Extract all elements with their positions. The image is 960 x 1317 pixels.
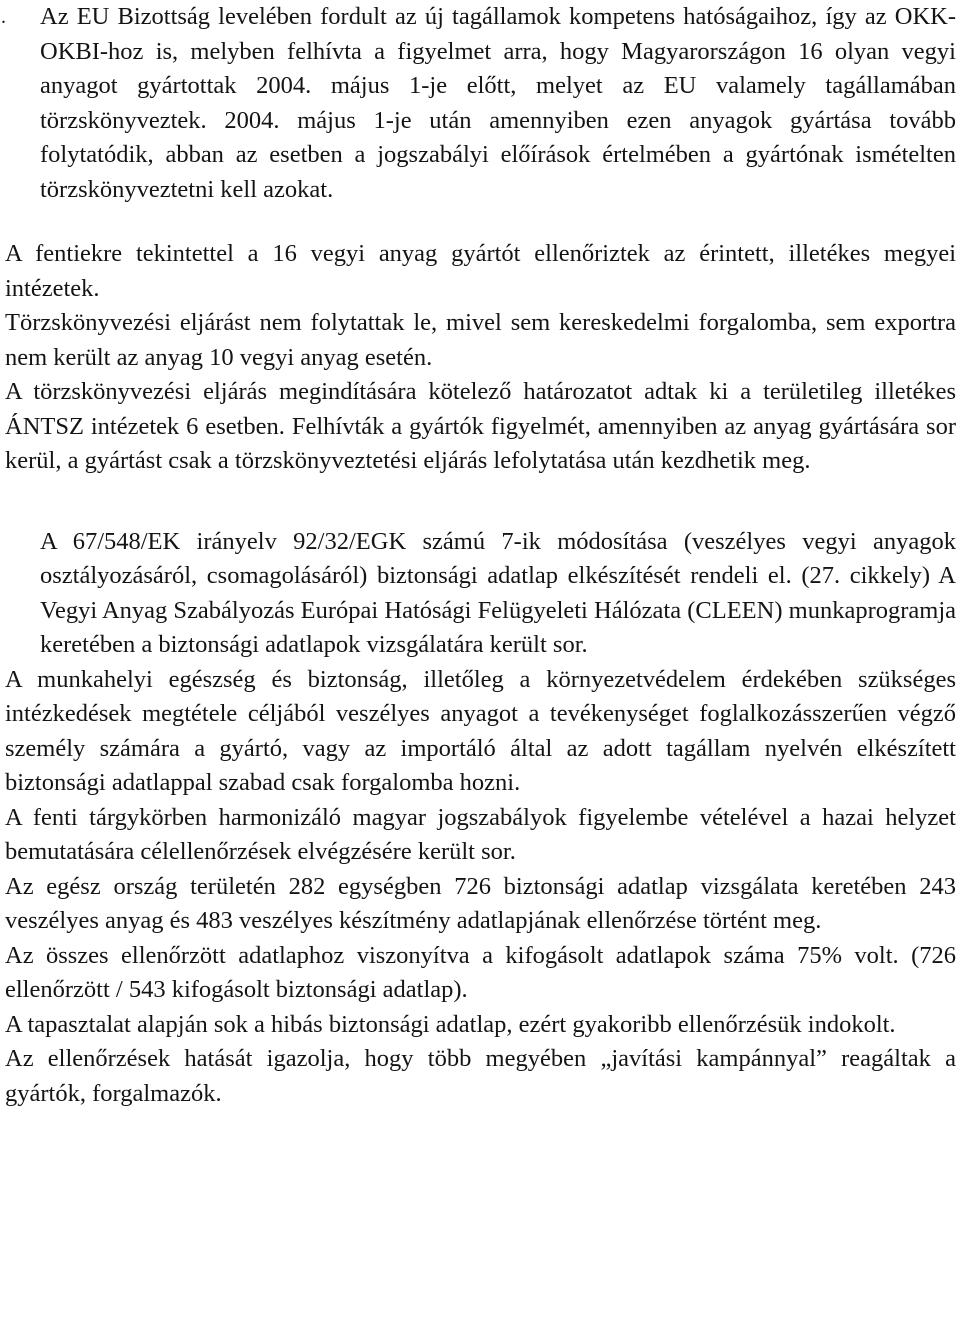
paragraph-registration-orders: A törzskönyvezési eljárás megindítására kötelező határozatot adtak ki a területileg illetékes ÁNTSZ intézetek 6 esetben. Felhívták a gyártók figyelmét, amennyiben az anyag gyártására sor kerül, a gyártást csak a törzskönyveztetési eljárás lefolytatása után kezdhetik meg. — [5, 378, 956, 474]
paragraph-workplace-safety: A munkahelyi egészség és biztonság, illetőleg a környezetvédelem érdekében szükséges intézkedések megtétele céljából veszélyes anyagot a tevékenységet foglalkozásszerűen végző személy számára a gyártó, vagy az importáló által az adott tagállam nyelvén elkészített biztonsági adatlappal szabad csak forgalomba hozni. — [5, 665, 956, 796]
paragraph-effect: Az ellenőrzések hatását igazolja, hogy több megyében „javítási kampánnyal” reagáltak a gyártók, forgalmazók. — [5, 1045, 956, 1107]
paragraph-harmonizing-law: A fenti tárgykörben harmonizáló magyar jogszabályok figyelembe vételével a hazai helyzet bemutatására célellenőrzések elvégzésére került sor. — [5, 803, 956, 865]
paragraph-experience: A tapasztalat alapján sok a hibás biztonsági adatlap, ezért gyakoribb ellenőrzésük indokolt. — [5, 1010, 896, 1038]
paragraph-nationwide-inspection: Az egész ország területén 282 egységben 726 biztonsági adatlap vizsgálata keretében 243 veszélyes anyag és 483 veszélyes készítmény adatlapjának ellenőrzése történt meg. — [5, 872, 956, 934]
paragraph-16-manufacturers: A fentiekre tekintettel a 16 vegyi anyag gyártót ellenőriztek az érintett, illetékes megyei intézetek. — [5, 240, 956, 302]
paragraph-objection-rate: Az összes ellenőrzött adatlaphoz viszonyítva a kifogásolt adatlapok száma 75% volt. (726 ellenőrzött / 543 kifogásolt biztonsági adatlap). — [5, 941, 956, 1003]
lead-mark: . — [1, 6, 6, 28]
paragraph-registration-not-done: Törzskönyvezési eljárást nem folytattak le, mivel sem kereskedelmi forgalomba, sem exportra nem került az anyag 10 vegyi anyag esetén. — [5, 309, 956, 371]
paragraph-directive: A 67/548/EK irányelv 92/32/EGK számú 7-ik módosítása (veszélyes vegyi anyagok osztályozásáról, csomagolásáról) biztonsági adatlap elkészítését rendeli el. (27. cikkely) A Vegyi Anyag Szabályozás Európai Hatósági Felügyeleti Hálózata (CLEEN) munkaprogramja keretében a biztonsági adatlapok vizsgálatára került sor. — [40, 527, 956, 658]
paragraph-eu-commission: Az EU Bizottság levelében fordult az új tagállamok kompetens hatóságaihoz, így az OKK- OKBI-hoz is, melyben felhívta a figyelmet arra, hogy Magyarországon 16 olyan vegyi anyagot gyártottak 2004. május 1-je előtt, melyet az EU valamely tagállamában törzskönyveztek. 2004. május 1-je után amennyiben ezen anyagok gyártása tovább folytatódik, abban az esetben a jogszabályi előírások értelmében a gyártónak ismételten törzskönyveztetni kell azokat. — [40, 3, 956, 203]
